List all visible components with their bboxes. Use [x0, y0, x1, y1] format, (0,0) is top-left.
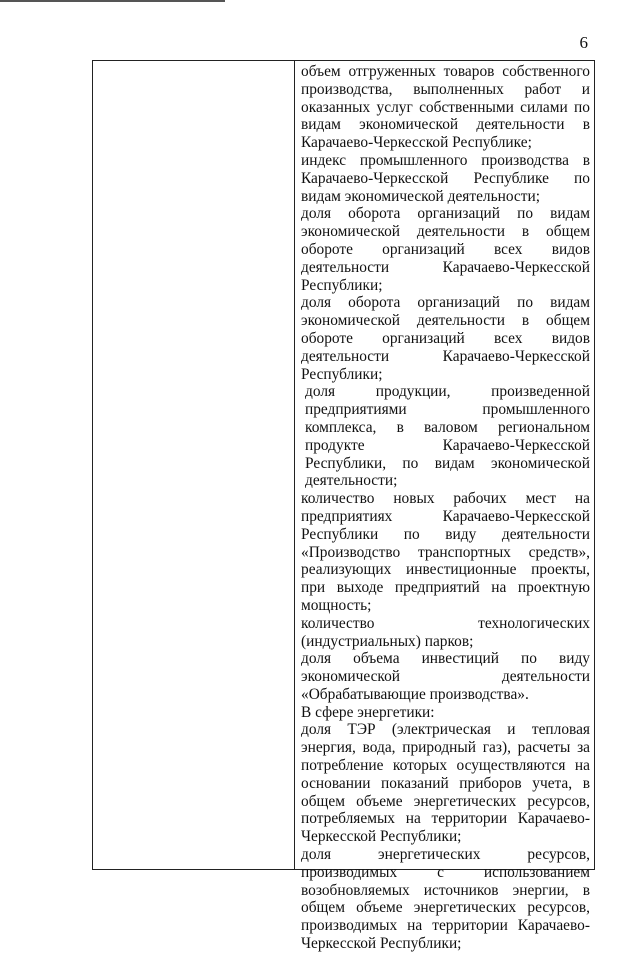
indicator-paragraph: объем отгруженных товаров собственного производства, выполненных работ и оказанных услуг собственными силами по видам экономической деятельности в Карачаево-Черкесской Республике;: [301, 63, 590, 152]
indicator-paragraph: индекс промышленного производства в Карачаево-Черкесской Республике по видам экономической деятельности;: [301, 151, 590, 205]
top-rule: [0, 0, 225, 2]
indicator-paragraph: доля ТЭР (электрическая и тепловая энергия, вода, природный газ), расчеты за потребление которых осуществляются на основании показаний приборов учета, в общем объеме энергетических ресурсов, потребляемых на территории Карачаево-Черкесской Республики;: [301, 721, 590, 846]
indicator-paragraph: количество новых рабочих мест на предприятиях Карачаево-Черкесской Республики по виду деятельности «Производство транспортных средств», реализующих инвестиционные проекты, при выходе предприятий на проектную мощность;: [301, 490, 590, 614]
indicator-paragraph: количество технологических (индустриальных) парков;: [301, 614, 590, 650]
indicator-paragraph: доля энергетических ресурсов, производимых с использованием возобновляемых источников энергии, в общем объеме энергетических ресурсов, производимых на территории Карачаево-Черкесской Республики;: [301, 846, 590, 953]
table-left-column: [93, 61, 295, 869]
indicator-paragraph: доля объема инвестиций по виду экономической деятельности «Обрабатывающие производства».: [301, 650, 590, 703]
section-heading-energy: В сфере энергетики:: [301, 703, 435, 721]
indicator-paragraph: доля оборота организаций по видам экономической деятельности в общем обороте организаций всех видов деятельности Карачаево-Черкесской Республики;: [301, 205, 590, 294]
indicator-paragraph: доля оборота организаций по видам экономической деятельности в общем обороте организаций всех видов деятельности Карачаево-Черкесской Республики;: [301, 294, 590, 383]
document-table: [92, 60, 595, 953]
table-right-column: [295, 61, 594, 953]
page-number: 6: [579, 33, 588, 52]
indicator-paragraph: доля продукции, произведенной предприятиями промышленного комплекса, в валовом региональном продукте Карачаево-Черкесской Республики, по видам экономической деятельности;: [305, 383, 590, 490]
